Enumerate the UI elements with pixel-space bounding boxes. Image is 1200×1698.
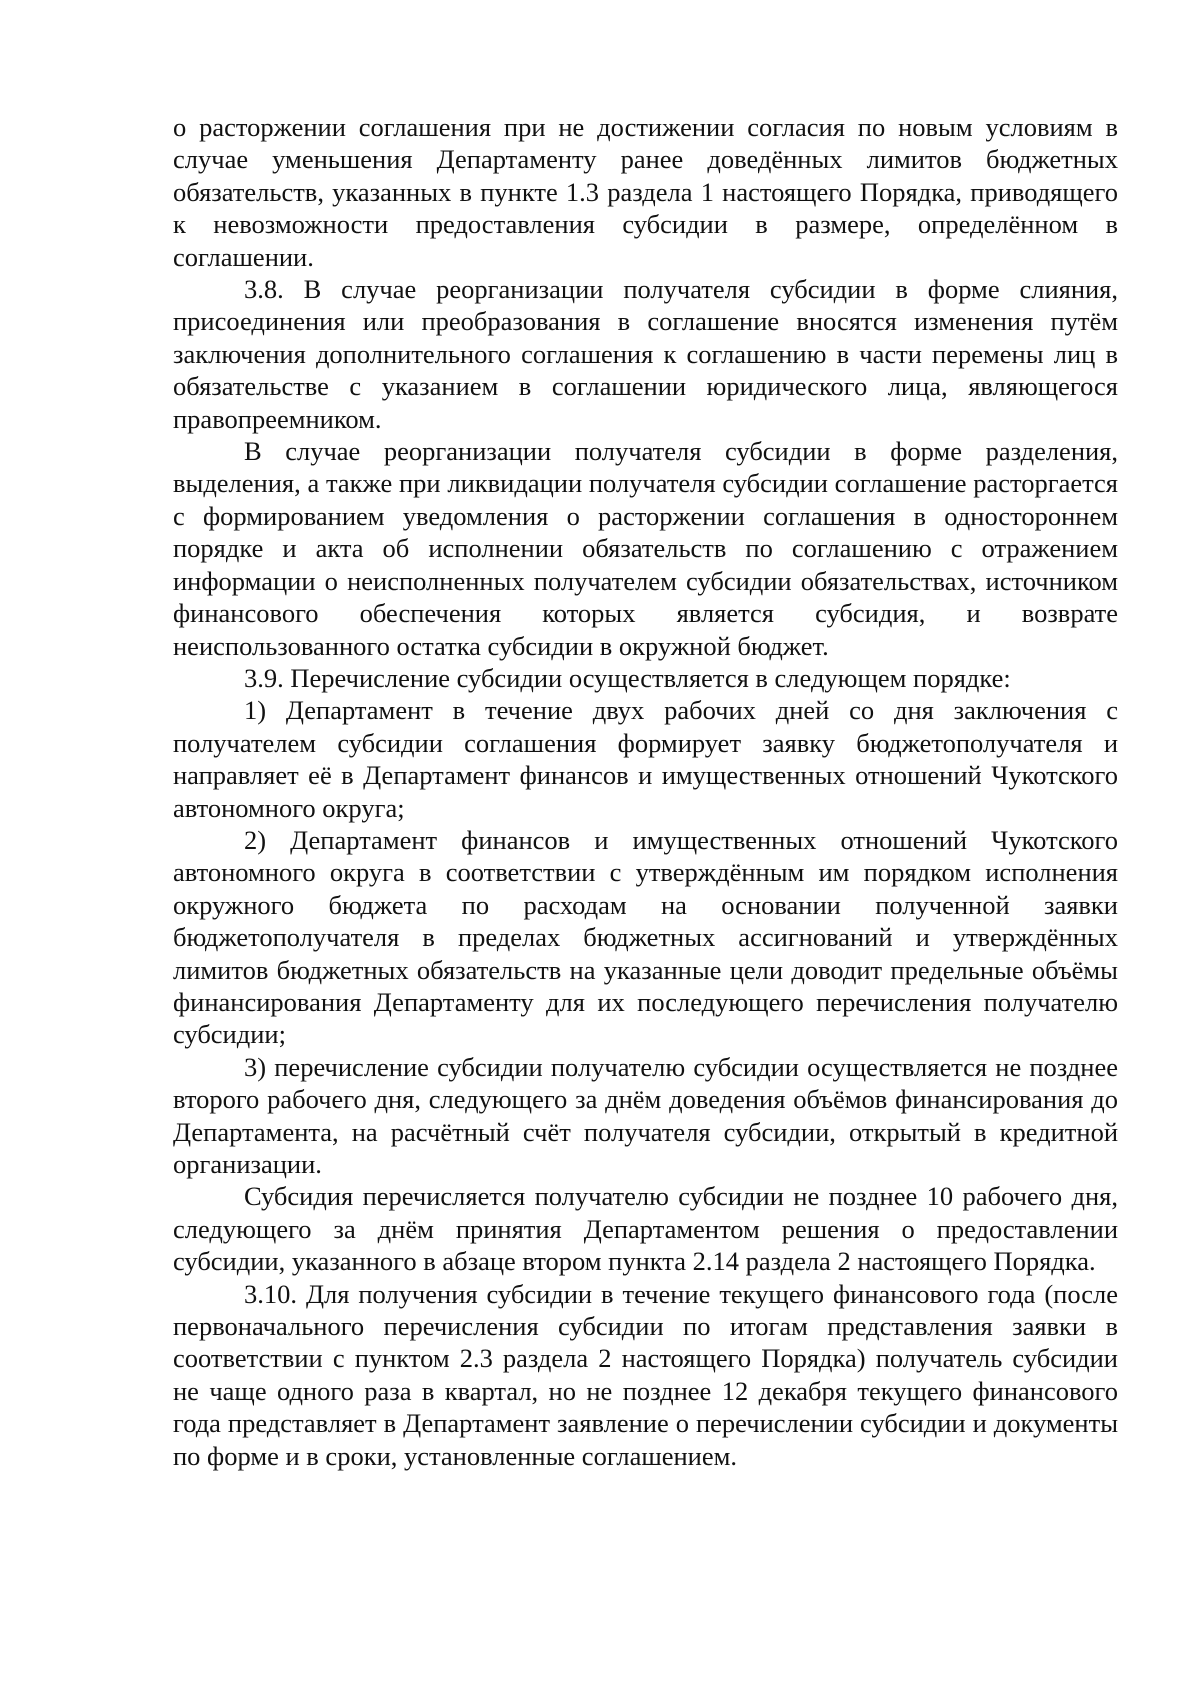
list-item-1: 1) Департамент в течение двух рабочих дней со дня заключения с получателем субсидии соглашения формирует заявку бюджетополучателя и направляет её в Департамент финансов и имущественных отношений Чукотского автономного округа; — [173, 695, 1118, 823]
paragraph-continuation: о расторжении соглашения при не достижении согласия по новым условиям в случае уменьшения Департаменту ранее доведённых лимитов бюджетных обязательств, указанных в пункте 1.3 раздела 1 настоящего Порядка, приводящего к невозможности предоставления субсидии в размере, определённом в соглашении. — [173, 112, 1118, 272]
list-item-3: 3) перечисление субсидии получателю субсидии осуществляется не позднее второго рабочего дня, следующего за днём доведения объёмов финансирования до Департамента, на расчётный счёт получателя субсидии, открытый в кредитной организации. — [173, 1051, 1118, 1179]
document-page — [173, 111, 1118, 1472]
paragraph-3-10: 3.10. Для получения субсидии в течение текущего финансового года (после первоначального перечисления субсидии по итогам представления заявки в соответствии с пунктом 2.3 раздела 2 настоящего Порядка) получатель субсидии не чаще одного раза в квартал, но не позднее 12 декабря текущего финансового года представляет в Департамент заявление о перечислении субсидии и документы по форме и в сроки, установленные соглашением. — [173, 1278, 1118, 1471]
list-item-2: 2) Департамент финансов и имущественных отношений Чукотского автономного округа в соответствии с утверждённым им порядком исполнения окружного бюджета по расходам на основании полученной заявки бюджетополучателя в пределах бюджетных ассигнований и утверждённых лимитов бюджетных обязательств на указанные цели доводит предельные объёмы финансирования Департаменту для их последующего перечисления получателю субсидии; — [173, 824, 1118, 1050]
paragraph-3-9: 3.9. Перечисление субсидии осуществляется в следующем порядке: — [244, 662, 1011, 693]
paragraph-3-8: 3.8. В случае реорганизации получателя субсидии в форме слияния, присоединения или преобразования в соглашение вносятся изменения путём заключения дополнительного соглашения к соглашению в части перемены лиц в обязательстве с указанием в соглашении юридического лица, являющегося правопреемником. — [173, 274, 1118, 434]
paragraph-transfer-deadline: Субсидия перечисляется получателю субсидии не позднее 10 рабочего дня, следующего за днём принятия Департаментом решения о предоставлении субсидии, указанного в абзаце втором пункта 2.14 раздела 2 настоящего Порядка. — [173, 1181, 1118, 1277]
paragraph-reorganization: В случае реорганизации получателя субсидии в форме разделения, выделения, а также при ликвидации получателя субсидии соглашение расторгается с формированием уведомления о расторжении соглашения в одностороннем порядке и акта об исполнении обязательств по соглашению с отражением информации о неисполненных получателем субсидии обязательствах, источником финансового обеспечения которых является субсидия, и возврате неиспользованного остатка субсидии в окружной бюджет. — [173, 436, 1118, 661]
